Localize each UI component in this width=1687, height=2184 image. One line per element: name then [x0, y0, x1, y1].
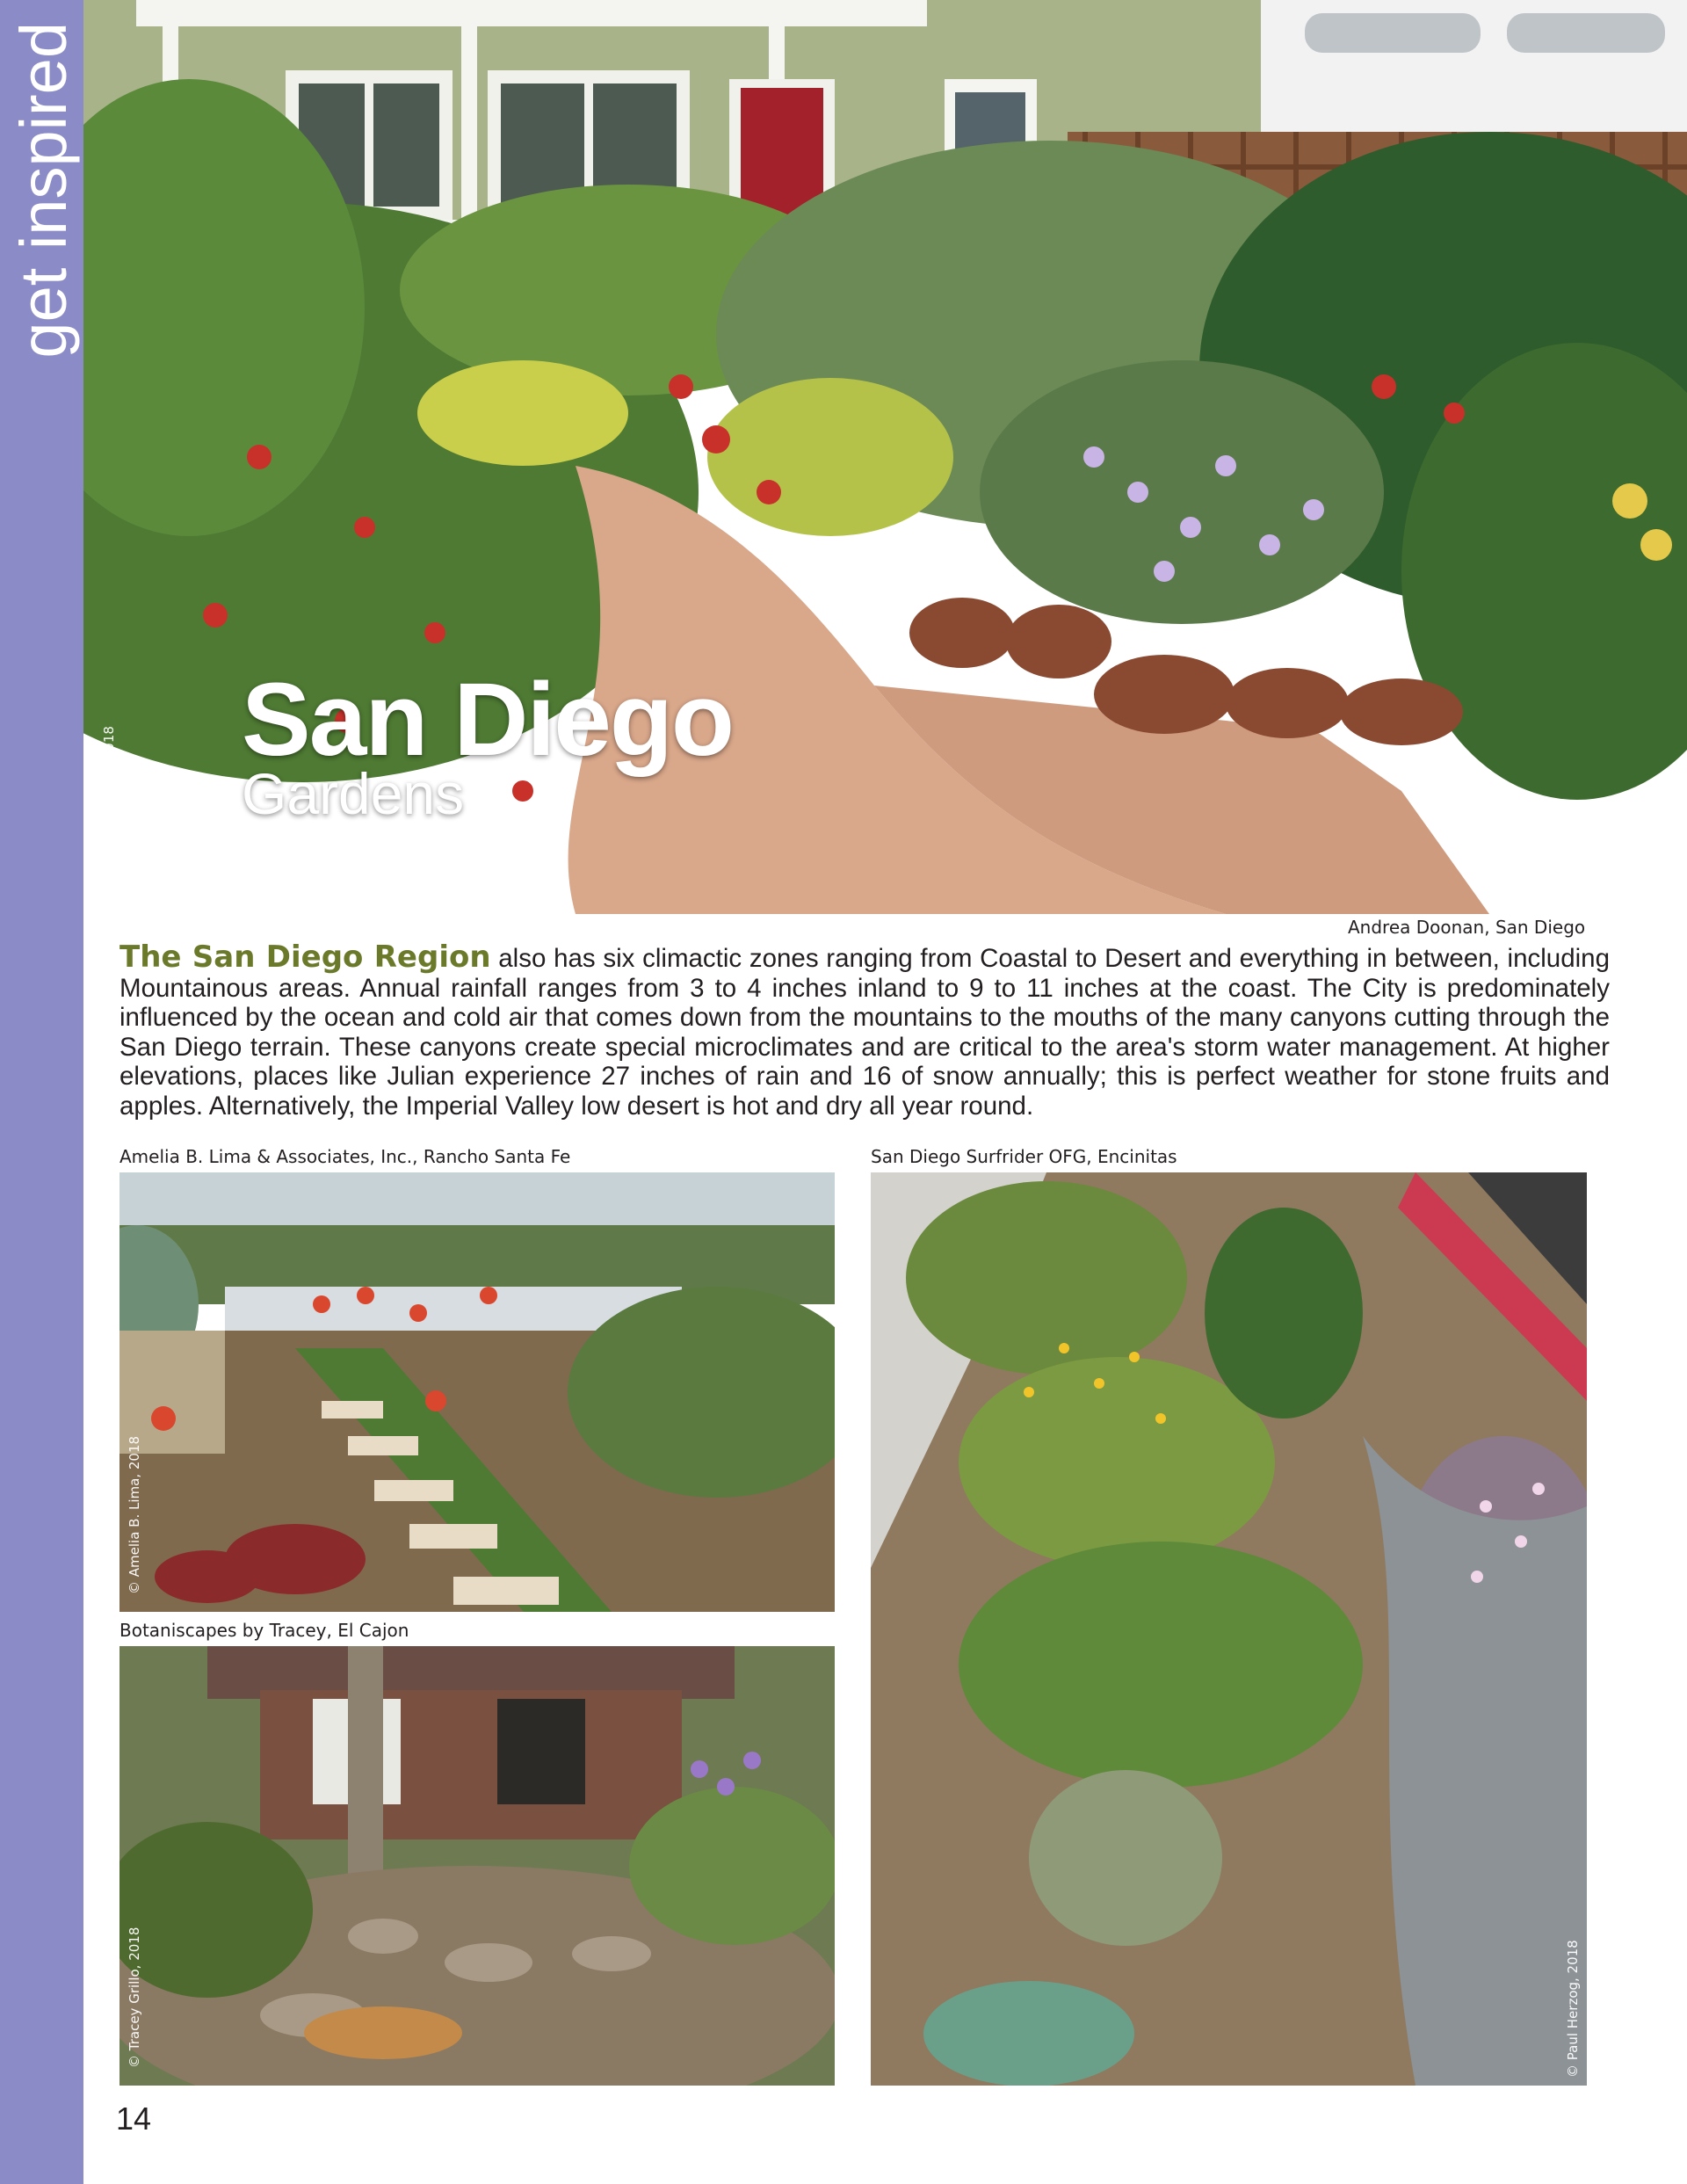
- article-body: [119, 940, 1610, 1121]
- article-lead: The San Diego Region: [119, 940, 491, 975]
- title-sub: Gardens: [242, 761, 465, 826]
- page-number: 14: [116, 2101, 152, 2137]
- hero-photo: [83, 0, 1687, 914]
- hero-photo-credit: © Andrea Doonan, 2018: [101, 726, 117, 888]
- elcajon-photo: [119, 1646, 835, 2086]
- article-body-text: also has six climactic zones ranging from Coastal to Desert and everything in between, including Mountainous areas. Annual rainfall ranges from 3 to 4 inches inland to 9 to 11 inches at the coast. The City is predominately influenced by the ocean and cold air that comes down from the mountains to the mouths of the many canyons cutting through the San Diego terrain. These canyons create special microclimates and are critical to the area's storm water management. At higher elevations, places like Julian experience 27 inches of rain and 16 of snow annually; this is perfect weather for stone fruits and apples. Alternatively, the Imperial Valley low desert is hot and dry all year round.: [119, 944, 1610, 1121]
- hero-caption: Andrea Doonan, San Diego: [1348, 917, 1586, 938]
- elcajon-caption: Botaniscapes by Tracey, El Cajon: [119, 1620, 409, 1641]
- rancho-credit: © Amelia B. Lima, 2018: [127, 1435, 142, 1594]
- encinitas-photo: [871, 1172, 1587, 2086]
- title-main: San Diego: [242, 662, 733, 778]
- elcajon-credit: © Tracey Grillo, 2018: [127, 1926, 142, 2068]
- section-label: get inspired: [7, 22, 80, 359]
- encinitas-credit: © Paul Herzog, 2018: [1565, 1940, 1581, 2078]
- rancho-caption: Amelia B. Lima & Associates, Inc., Rancho Santa Fe: [119, 1146, 571, 1167]
- side-strip: [0, 0, 83, 2184]
- rancho-photo: [119, 1172, 835, 1612]
- encinitas-caption: San Diego Surfrider OFG, Encinitas: [871, 1146, 1177, 1167]
- article-title: [242, 662, 733, 826]
